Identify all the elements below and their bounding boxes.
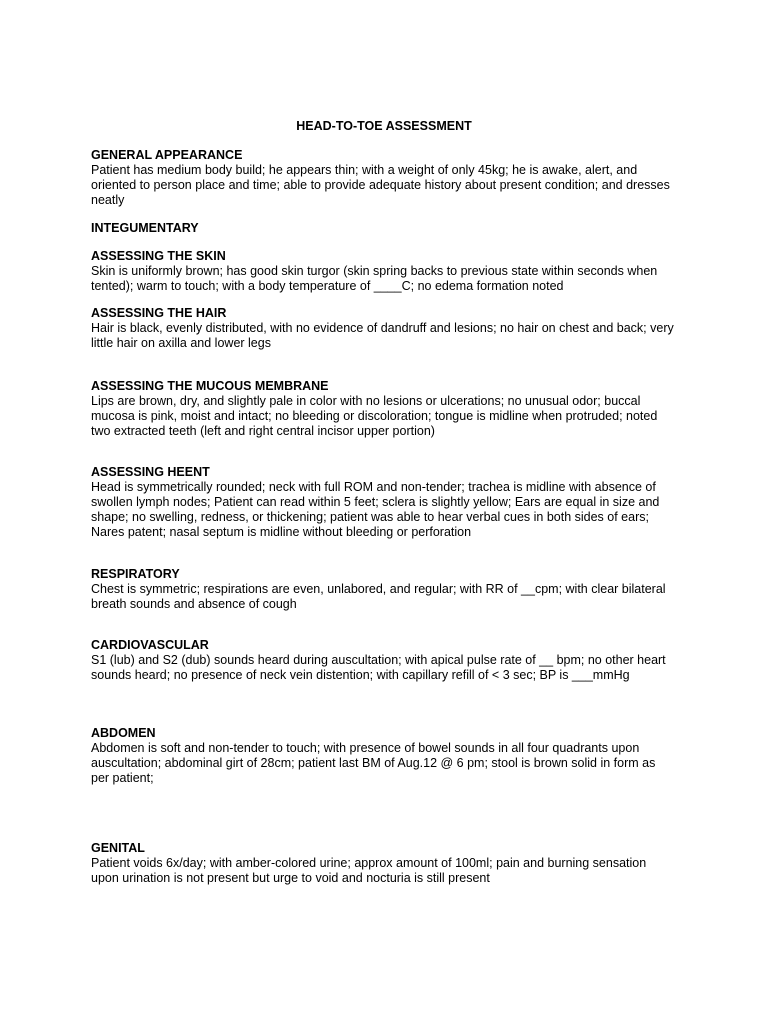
body-line: Head is symmetrically rounded; neck with full ROM and non-tender; trachea is midline with absence of (91, 480, 656, 494)
section-assessing-heent (91, 465, 681, 540)
body-line: Patient has medium body build; he appears thin; with a weight of only 45kg; he is awake, alert, and (91, 163, 638, 177)
body-line: per patient; (91, 771, 154, 785)
body-line: S1 (lub) and S2 (dub) sounds heard during auscultation; with apical pulse rate of __ bpm; no other heart (91, 653, 666, 667)
body-line: upon urination is not present but urge to void and nocturia is still present (91, 871, 490, 885)
section-body (91, 856, 681, 886)
body-line: neatly (91, 193, 125, 207)
section-body (91, 163, 681, 208)
section-heading: CARDIOVASCULAR (91, 638, 209, 652)
section-heading: INTEGUMENTARY (91, 221, 199, 235)
body-line: Skin is uniformly brown; has good skin turgor (skin spring backs to previous state within seconds when (91, 264, 658, 278)
body-line: auscultation; abdominal girt of 28cm; patient last BM of Aug.12 @ 6 pm; stool is brown solid in form as (91, 756, 656, 770)
section-heading: ASSESSING HEENT (91, 465, 210, 479)
section-body (91, 741, 681, 786)
body-line: sounds heard; no presence of neck vein distention; with capillary refill of < 3 sec; BP is ___mmHg (91, 668, 630, 682)
section-body (91, 264, 681, 294)
section-heading: ABDOMEN (91, 726, 156, 740)
section-general-appearance (91, 148, 681, 208)
section-body (91, 480, 681, 540)
section-heading: GENERAL APPEARANCE (91, 148, 243, 162)
section-heading: ASSESSING THE SKIN (91, 249, 226, 263)
section-heading: ASSESSING THE MUCOUS MEMBRANE (91, 379, 329, 393)
body-line: breath sounds and absence of cough (91, 597, 297, 611)
body-line: Lips are brown, dry, and slightly pale in color with no lesions or ulcerations; no unusual odor; buccal (91, 394, 641, 408)
section-body (91, 321, 681, 351)
section-heading: RESPIRATORY (91, 567, 180, 581)
section-body (91, 653, 681, 683)
section-integumentary (91, 221, 681, 236)
body-line: Hair is black, evenly distributed, with no evidence of dandruff and lesions; no hair on chest and back; very (91, 321, 674, 335)
body-line: mucosa is pink, moist and intact; no bleeding or discoloration; tongue is midline when protruded; noted (91, 409, 658, 423)
body-line: little hair on axilla and lower legs (91, 336, 271, 350)
section-cardiovascular (91, 638, 681, 683)
body-line: tented); warm to touch; with a body temperature of ____C; no edema formation noted (91, 279, 564, 293)
body-line: Patient voids 6x/day; with amber-colored urine; approx amount of 100ml; pain and burning sensation (91, 856, 647, 870)
section-assessing-mucous-membrane (91, 379, 681, 439)
section-genital (91, 841, 681, 886)
section-body (91, 394, 681, 439)
section-assessing-hair (91, 306, 681, 351)
section-respiratory (91, 567, 681, 612)
body-line: swollen lymph nodes; Patient can read within 5 feet; sclera is slightly yellow; Ears are equal in size and (91, 495, 660, 509)
body-line: Chest is symmetric; respirations are even, unlabored, and regular; with RR of __cpm; with clear bilateral (91, 582, 666, 596)
body-line: two extracted teeth (left and right central incisor upper portion) (91, 424, 435, 438)
section-heading: ASSESSING THE HAIR (91, 306, 227, 320)
body-line: Abdomen is soft and non-tender to touch; with presence of bowel sounds in all four quadrants upon (91, 741, 640, 755)
section-heading: GENITAL (91, 841, 145, 855)
section-abdomen (91, 726, 681, 786)
body-line: oriented to person place and time; able to provide adequate history about present condition; and dresses (91, 178, 670, 192)
document-title: HEAD-TO-TOE ASSESSMENT (296, 119, 472, 133)
body-line: shape; no swelling, redness, or thickening; patient was able to hear verbal cues in both sides of ears; (91, 510, 649, 524)
body-line: Nares patent; nasal septum is midline without bleeding or perforation (91, 525, 472, 539)
section-body (91, 582, 681, 612)
section-assessing-skin (91, 249, 681, 294)
